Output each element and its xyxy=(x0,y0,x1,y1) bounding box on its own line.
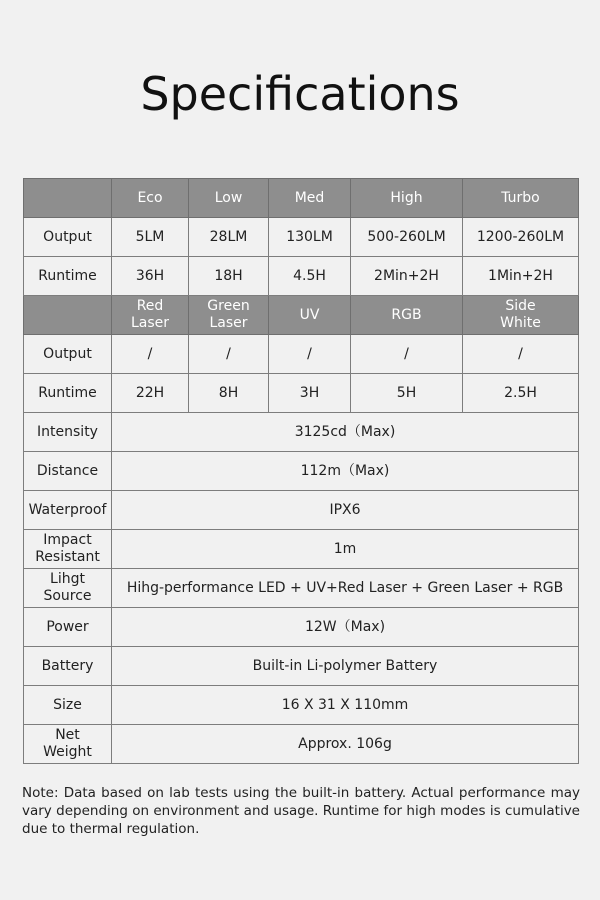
header-cell-red-laser xyxy=(112,296,189,335)
label-line: Waterproof xyxy=(28,501,107,518)
table-row xyxy=(24,374,579,413)
table-cell: 500-260LM xyxy=(351,218,463,257)
spec-value: 12W（Max) xyxy=(112,608,579,647)
label-line: Power xyxy=(46,618,89,635)
table-cell: 8H xyxy=(189,374,269,413)
header-cell-rgb xyxy=(351,296,463,335)
header-cell-eco: Eco xyxy=(112,179,189,218)
spec-row-size xyxy=(24,686,579,725)
header-line: Laser xyxy=(209,315,248,331)
header-cell-blank xyxy=(24,296,112,335)
specifications-table xyxy=(23,178,579,764)
header-cell-green-laser xyxy=(189,296,269,335)
spec-row-light-source xyxy=(24,569,579,608)
label-line: Distance xyxy=(36,462,99,479)
table-cell: / xyxy=(463,335,579,374)
table-cell: / xyxy=(269,335,351,374)
row-label: Runtime xyxy=(24,257,112,296)
spec-row-intensity xyxy=(24,413,579,452)
spec-label xyxy=(24,725,112,764)
row-label: Output xyxy=(24,335,112,374)
spec-row-waterproof xyxy=(24,491,579,530)
table-cell: / xyxy=(351,335,463,374)
table-cell: 2Min+2H xyxy=(351,257,463,296)
table-cell: 22H xyxy=(112,374,189,413)
spec-value: Approx. 106g xyxy=(112,725,579,764)
spec-value: Built-in Li-polymer Battery xyxy=(112,647,579,686)
spec-label xyxy=(24,686,112,725)
header-line: White xyxy=(500,315,541,331)
label-line: Battery xyxy=(41,657,94,674)
footnote: Note: Data based on lab tests using the built-in battery. Actual performance may vary depending on environment and usage. Runtime for high modes is cumulative due to thermal regulation. xyxy=(22,785,580,837)
page-title: Specifications xyxy=(140,67,460,121)
spec-label xyxy=(24,530,112,569)
label-line: Net xyxy=(55,727,80,743)
label-line: Source xyxy=(43,588,92,604)
spec-value: 112m（Max) xyxy=(112,452,579,491)
header-cell-low: Low xyxy=(189,179,269,218)
spec-row-distance xyxy=(24,452,579,491)
table-cell: 28LM xyxy=(189,218,269,257)
table-cell: 4.5H xyxy=(269,257,351,296)
spec-label xyxy=(24,413,112,452)
row-label: Output xyxy=(24,218,112,257)
spec-label xyxy=(24,452,112,491)
table-cell: / xyxy=(189,335,269,374)
table-cell: 18H xyxy=(189,257,269,296)
header-line: RGB xyxy=(391,306,422,323)
table-cell: 5LM xyxy=(112,218,189,257)
spec-value: 1m xyxy=(112,530,579,569)
row-label: Runtime xyxy=(24,374,112,413)
label-line: Intensity xyxy=(37,423,98,440)
spec-label xyxy=(24,491,112,530)
header-cell-high: High xyxy=(351,179,463,218)
spec-value: IPX6 xyxy=(112,491,579,530)
table-cell: 5H xyxy=(351,374,463,413)
spec-value: 16 X 31 X 110mm xyxy=(112,686,579,725)
table-cell: 36H xyxy=(112,257,189,296)
spec-label xyxy=(24,647,112,686)
spec-row-net-weight xyxy=(24,725,579,764)
mode-header-row-1 xyxy=(24,179,579,218)
table-cell: 3H xyxy=(269,374,351,413)
header-cell-blank xyxy=(24,179,112,218)
spec-row-power xyxy=(24,608,579,647)
table-row xyxy=(24,257,579,296)
table-row xyxy=(24,335,579,374)
label-line: Impact xyxy=(43,532,92,548)
label-line: Size xyxy=(53,696,82,713)
spec-value: Hihg-performance LED + UV+Red Laser + Green Laser + RGB xyxy=(112,569,579,608)
header-cell-uv xyxy=(269,296,351,335)
label-line: Weight xyxy=(43,744,92,760)
table-row xyxy=(24,218,579,257)
spec-row-battery xyxy=(24,647,579,686)
table-cell: 2.5H xyxy=(463,374,579,413)
header-line: Laser xyxy=(130,315,170,331)
table-cell: 130LM xyxy=(269,218,351,257)
table-cell: 1Min+2H xyxy=(463,257,579,296)
table-cell: / xyxy=(112,335,189,374)
table-cell: 1200-260LM xyxy=(463,218,579,257)
mode-header-row-2 xyxy=(24,296,579,335)
label-line: Lihgt xyxy=(50,571,85,587)
header-line: Red xyxy=(136,298,164,314)
header-cell-turbo: Turbo xyxy=(463,179,579,218)
spec-value: 3125cd（Max) xyxy=(112,413,579,452)
header-cell-med: Med xyxy=(269,179,351,218)
spec-label xyxy=(24,608,112,647)
header-cell-side-white xyxy=(463,296,579,335)
spec-label xyxy=(24,569,112,608)
header-line: UV xyxy=(299,306,320,323)
header-line: Green xyxy=(207,298,250,314)
header-line: Side xyxy=(505,298,536,314)
spec-row-impact-resistant xyxy=(24,530,579,569)
label-line: Resistant xyxy=(35,549,100,565)
